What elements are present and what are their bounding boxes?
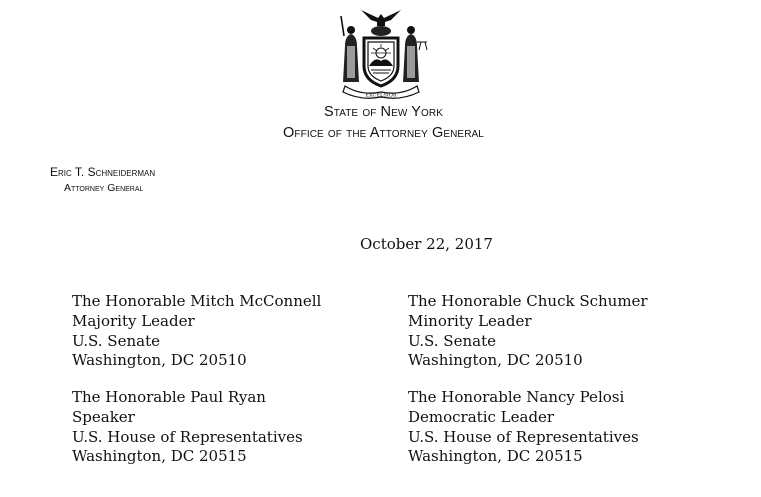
recipient-body: U.S. House of Representatives <box>408 427 639 446</box>
recipient-body: U.S. House of Representatives <box>72 427 303 446</box>
new-york-state-seal-icon <box>331 6 431 100</box>
svg-text:EXCELSIOR: EXCELSIOR <box>365 92 397 99</box>
recipient-body: U.S. Senate <box>72 331 160 350</box>
office-name: Office of the Attorney General <box>283 125 484 141</box>
recipient-body: U.S. Senate <box>408 331 496 350</box>
recipient-address: Washington, DC 20515 <box>408 447 583 466</box>
recipient-title: Majority Leader <box>72 311 195 330</box>
recipient-address: Washington, DC 20510 <box>72 351 247 370</box>
recipient-name: The Honorable Mitch McConnell <box>72 292 322 310</box>
letter-date: October 22, 2017 <box>360 235 493 253</box>
recipient-address: Washington, DC 20510 <box>408 351 583 370</box>
recipient-name: The Honorable Nancy Pelosi <box>408 388 625 406</box>
recipient-title: Minority Leader <box>408 311 532 330</box>
recipient-address-block <box>408 292 648 371</box>
attorney-general-name: Eric T. Schneiderman <box>50 165 156 179</box>
recipient-title: Democratic Leader <box>408 407 555 426</box>
recipient-address: Washington, DC 20515 <box>72 447 247 466</box>
recipient-name: The Honorable Chuck Schumer <box>408 292 648 310</box>
recipient-address-block <box>72 292 321 371</box>
office-state-name: State of New York <box>323 104 444 120</box>
recipient-address-block <box>408 388 639 467</box>
recipient-title: Speaker <box>72 407 135 426</box>
attorney-general-title: Attorney General <box>64 182 144 194</box>
recipient-address-block <box>72 388 303 467</box>
recipient-name: The Honorable Paul Ryan <box>72 388 266 406</box>
